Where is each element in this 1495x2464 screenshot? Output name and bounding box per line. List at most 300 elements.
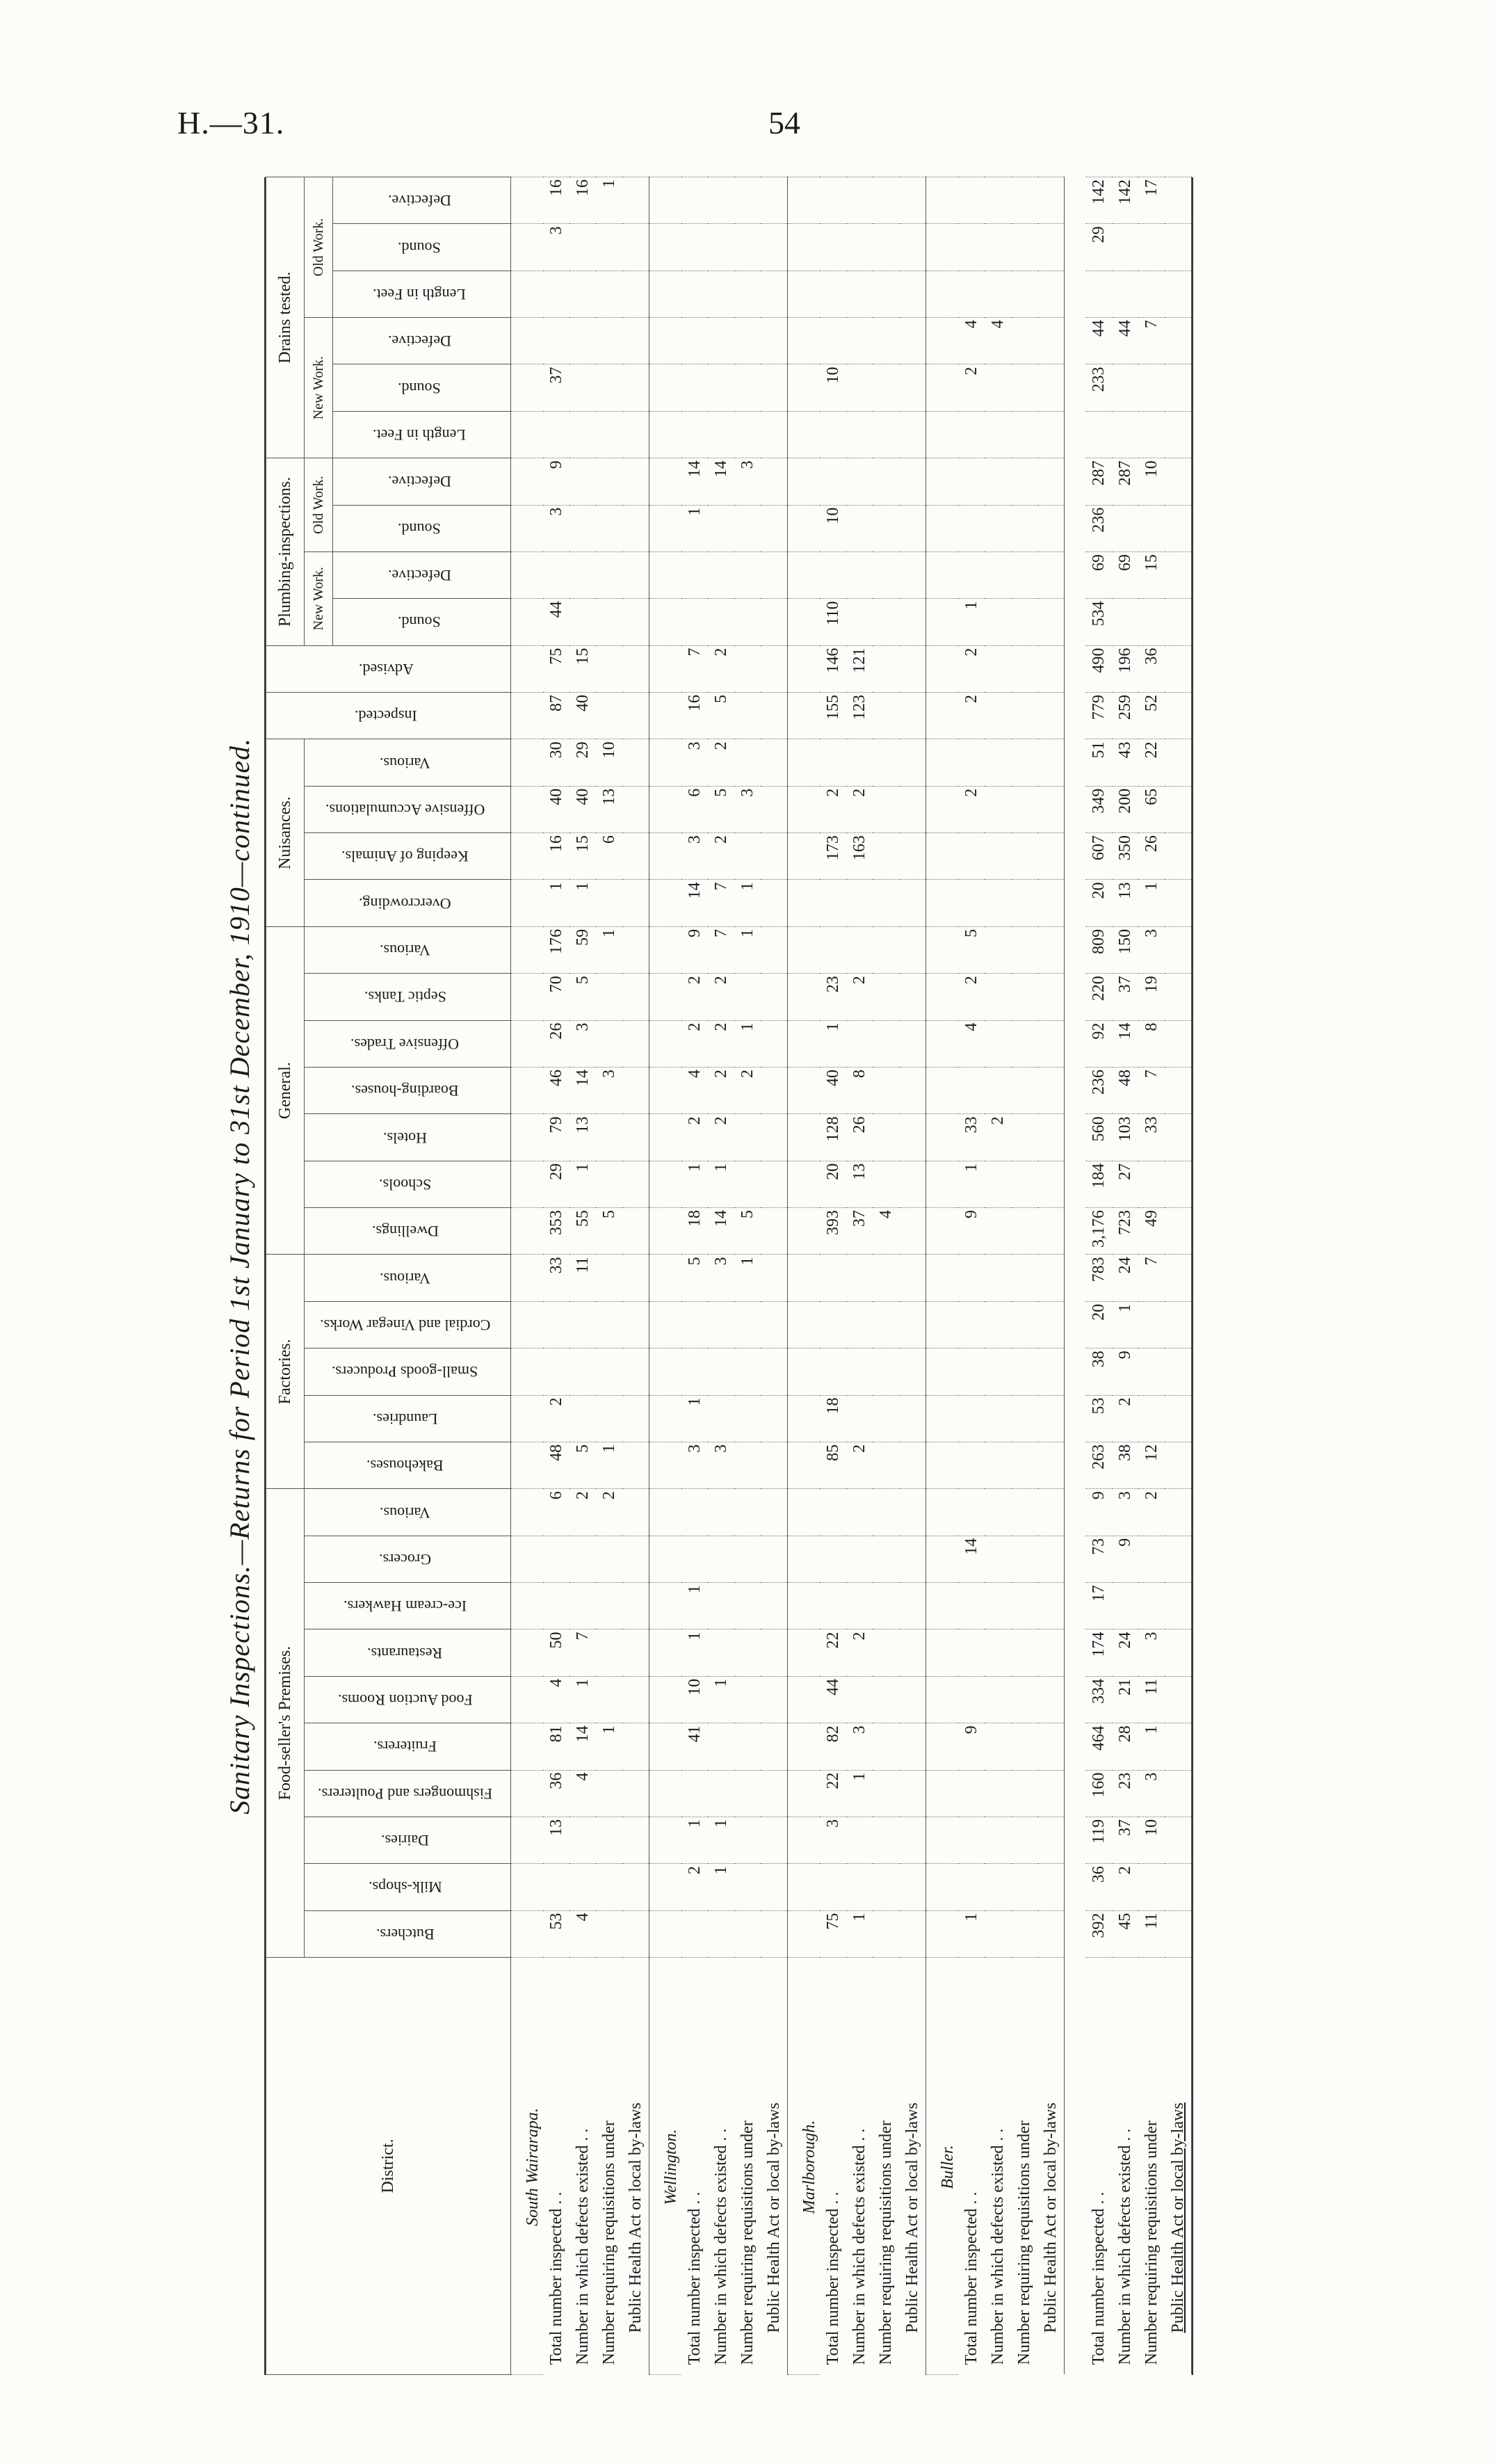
table-cell — [1011, 926, 1037, 973]
table-cell: 2 — [1138, 1489, 1165, 1536]
table-cell — [873, 833, 899, 880]
table-cell — [1011, 551, 1037, 598]
table-cell — [1011, 1395, 1037, 1442]
table-cell: 10 — [596, 739, 622, 786]
table-cell — [873, 739, 899, 786]
table-cell — [788, 1255, 821, 1301]
table-cell — [596, 1114, 622, 1161]
sanitary-inspections-table — [266, 177, 1192, 2375]
table-cell: 2 — [958, 693, 985, 739]
table-cell: 44 — [543, 599, 569, 645]
table-cell — [708, 1489, 734, 1536]
table-cell: 4 — [958, 1020, 985, 1067]
table-cell — [1011, 1536, 1037, 1582]
table-cell — [622, 1395, 649, 1442]
table-cell — [846, 1255, 873, 1301]
table-cell — [873, 177, 899, 224]
table-cell — [543, 1301, 569, 1348]
table-cell — [596, 1348, 622, 1395]
table-cell — [761, 1864, 788, 1910]
table-cell — [1138, 1583, 1165, 1629]
table-cell — [734, 1301, 761, 1348]
table-cell: 5 — [708, 786, 734, 832]
table-cell — [649, 364, 682, 411]
table-cell: 2 — [708, 1067, 734, 1113]
table-cell — [681, 1536, 708, 1582]
table-cell — [899, 1348, 926, 1395]
table-cell — [1011, 1442, 1037, 1488]
table-row — [543, 177, 569, 2375]
table-cell — [761, 1301, 788, 1348]
table-cell — [649, 693, 682, 739]
table-cell — [734, 551, 761, 598]
table-cell — [734, 505, 761, 551]
table-cell: 3 — [708, 1442, 734, 1488]
district-name: Buller. — [926, 1958, 959, 2375]
table-cell: 2 — [543, 1395, 569, 1442]
table-cell — [622, 1817, 649, 1863]
table-cell — [649, 1629, 682, 1676]
table-cell — [985, 364, 1011, 411]
table-cell: 1 — [708, 1161, 734, 1207]
table-cell — [873, 505, 899, 551]
table-cell — [846, 1301, 873, 1348]
table-cell — [873, 458, 899, 505]
table-cell — [596, 224, 622, 271]
table-cell — [899, 224, 926, 271]
table-cell — [788, 271, 821, 317]
table-cell — [846, 1348, 873, 1395]
table-cell — [1138, 411, 1165, 458]
table-cell: 26 — [1138, 833, 1165, 880]
table-cell: 9 — [1112, 1536, 1138, 1582]
table-row — [569, 177, 596, 2375]
table-cell — [681, 224, 708, 271]
table-cell — [899, 1067, 926, 1113]
table-cell — [926, 411, 959, 458]
table-cell: 3 — [543, 505, 569, 551]
table-cell — [511, 551, 544, 598]
col-drains-old-defective: Defective. — [333, 177, 511, 224]
table-cell — [899, 1864, 926, 1910]
table-cell: 3 — [596, 1067, 622, 1113]
table-cell — [985, 551, 1011, 598]
table-cell — [681, 1489, 708, 1536]
table-cell — [1138, 271, 1165, 317]
table-cell — [1037, 1208, 1065, 1255]
table-cell — [1165, 833, 1192, 880]
table-row — [1085, 177, 1112, 2375]
table-cell — [1165, 318, 1192, 364]
table-cell: 1 — [1138, 880, 1165, 926]
table-cell — [596, 411, 622, 458]
col-inspected: Inspected. — [266, 693, 511, 739]
table-cell — [708, 224, 734, 271]
table-cell — [1165, 458, 1192, 505]
table-cell — [569, 271, 596, 317]
table-cell — [820, 739, 846, 786]
table-cell — [788, 1301, 821, 1348]
table-cell — [1011, 1629, 1037, 1676]
table-cell — [820, 1301, 846, 1348]
table-cell: 1 — [596, 1442, 622, 1488]
table-cell — [622, 1114, 649, 1161]
table-cell: 85 — [820, 1442, 846, 1488]
table-cell — [958, 1442, 985, 1488]
table-cell: 184 — [1085, 1161, 1112, 1207]
table-cell — [1037, 974, 1065, 1020]
table-cell — [622, 224, 649, 271]
table-cell — [873, 1910, 899, 1957]
row-label: Number requiring requisitions under — [1011, 1958, 1037, 2375]
table-cell — [899, 318, 926, 364]
nuisances-header: Nuisances. — [266, 739, 305, 926]
table-cell: 490 — [1085, 645, 1112, 692]
spacer-row — [1065, 177, 1086, 2375]
table-cell: 1 — [596, 1723, 622, 1770]
table-cell — [761, 645, 788, 692]
table-cell: 36 — [543, 1770, 569, 1817]
table-cell — [1011, 1489, 1037, 1536]
table-cell — [873, 1348, 899, 1395]
table-cell — [734, 974, 761, 1020]
table-cell: 6 — [543, 1489, 569, 1536]
table-cell — [985, 1067, 1011, 1113]
table-cell — [958, 224, 985, 271]
col-general-various: Various. — [305, 926, 511, 973]
district-header: District. — [266, 1958, 511, 2375]
table-cell — [708, 505, 734, 551]
table-cell — [788, 1020, 821, 1067]
table-cell: 4 — [985, 318, 1011, 364]
col-drains-new-defective: Defective. — [333, 318, 511, 364]
table-cell: 3 — [1112, 1489, 1138, 1536]
table-cell: 16 — [569, 177, 596, 224]
table-cell — [649, 1583, 682, 1629]
row-label: Total number inspected . . — [1085, 1958, 1112, 2375]
table-cell — [511, 1114, 544, 1161]
table-cell — [734, 224, 761, 271]
table-cell — [511, 1208, 544, 1255]
table-cell — [761, 1536, 788, 1582]
col-grocers: Grocers. — [305, 1536, 511, 1582]
table-cell — [708, 599, 734, 645]
col-nuisances-various: Various. — [305, 739, 511, 786]
table-cell — [985, 1536, 1011, 1582]
table-cell: 10 — [820, 505, 846, 551]
col-ice-cream: Ice-cream Hawkers. — [305, 1583, 511, 1629]
table-cell — [649, 599, 682, 645]
table-cell — [1037, 364, 1065, 411]
table-cell: 233 — [1085, 364, 1112, 411]
table-cell: 1 — [681, 1161, 708, 1207]
table-cell — [1112, 599, 1138, 645]
table-cell — [681, 1770, 708, 1817]
table-cell: 17 — [1085, 1583, 1112, 1629]
table-cell — [788, 1583, 821, 1629]
table-cell: 2 — [958, 645, 985, 692]
table-cell — [1011, 1067, 1037, 1113]
table-cell — [1037, 1910, 1065, 1957]
col-laundries: Laundries. — [305, 1395, 511, 1442]
table-cell — [1011, 833, 1037, 880]
table-cell — [958, 1864, 985, 1910]
table-cell: 2 — [708, 833, 734, 880]
table-cell — [708, 1536, 734, 1582]
table-cell — [873, 926, 899, 973]
table-cell — [511, 271, 544, 317]
table-cell — [899, 1583, 926, 1629]
table-cell — [761, 1067, 788, 1113]
table-cell — [899, 1208, 926, 1255]
table-cell — [761, 1583, 788, 1629]
table-cell — [788, 645, 821, 692]
col-food-various: Various. — [305, 1489, 511, 1536]
table-cell: 14 — [708, 458, 734, 505]
table-cell — [985, 1301, 1011, 1348]
table-cell: 51 — [1085, 739, 1112, 786]
table-cell — [873, 1864, 899, 1910]
table-cell — [734, 693, 761, 739]
table-cell: 350 — [1112, 833, 1138, 880]
table-cell — [681, 1301, 708, 1348]
table-cell — [511, 1348, 544, 1395]
table-cell: 19 — [1138, 974, 1165, 1020]
table-cell — [622, 1020, 649, 1067]
table-cell: 92 — [1085, 1020, 1112, 1067]
row-label: Public Health Act or local by-laws — [1037, 1958, 1065, 2375]
table-cell — [734, 1161, 761, 1207]
table-cell — [761, 1770, 788, 1817]
table-row — [1037, 177, 1065, 2375]
table-cell — [1165, 1817, 1192, 1863]
table-cell — [543, 271, 569, 317]
table-cell — [926, 1817, 959, 1863]
table-cell: 4 — [569, 1910, 596, 1957]
table-cell: 3 — [1138, 926, 1165, 973]
table-cell: 50 — [543, 1629, 569, 1676]
col-boarding-houses: Boarding-houses. — [305, 1067, 511, 1113]
table-cell — [788, 318, 821, 364]
table-cell — [958, 411, 985, 458]
table-cell — [958, 1817, 985, 1863]
table-cell — [873, 1770, 899, 1817]
table-cell: 2 — [681, 1864, 708, 1910]
table-cell — [1011, 645, 1037, 692]
table-cell: 9 — [958, 1723, 985, 1770]
table-cell: 1 — [734, 880, 761, 926]
table-cell — [649, 974, 682, 1020]
table-cell: 2 — [846, 974, 873, 1020]
table-cell: 75 — [820, 1910, 846, 1957]
table-cell: 103 — [1112, 1114, 1138, 1161]
table-cell — [820, 271, 846, 317]
table-cell — [958, 1348, 985, 1395]
table-cell — [926, 1067, 959, 1113]
table-cell — [511, 599, 544, 645]
col-plumbing-old-defective: Defective. — [333, 458, 511, 505]
drains-header: Drains tested. — [266, 177, 305, 458]
table-cell: 7 — [1138, 1067, 1165, 1113]
table-cell — [1165, 693, 1192, 739]
table-cell — [1037, 224, 1065, 271]
col-fishmongers: Fishmongers and Poulterers. — [305, 1770, 511, 1817]
table-cell — [846, 1583, 873, 1629]
table-cell — [734, 1442, 761, 1488]
table-cell — [1138, 1864, 1165, 1910]
col-overcrowding: Overcrowding. — [305, 880, 511, 926]
table-cell — [1037, 1676, 1065, 1723]
table-cell — [1011, 880, 1037, 926]
table-cell — [596, 1161, 622, 1207]
table-cell: 2 — [846, 786, 873, 832]
row-label: Total number inspected . . — [543, 1958, 569, 2375]
table-cell — [569, 551, 596, 598]
table-cell: 16 — [543, 833, 569, 880]
table-cell: 1 — [596, 177, 622, 224]
table-cell: 1 — [708, 1676, 734, 1723]
table-cell: 1 — [543, 880, 569, 926]
table-cell — [899, 1161, 926, 1207]
table-cell: 3 — [734, 458, 761, 505]
table-cell — [622, 1583, 649, 1629]
table-cell: 10 — [681, 1676, 708, 1723]
table-cell — [1011, 1208, 1037, 1255]
table-cell — [649, 177, 682, 224]
table-cell — [899, 1114, 926, 1161]
table-cell — [1112, 364, 1138, 411]
table-cell — [958, 1676, 985, 1723]
table-cell — [596, 1583, 622, 1629]
table-cell — [985, 224, 1011, 271]
table-cell — [596, 1255, 622, 1301]
table-cell — [543, 1583, 569, 1629]
table-cell — [846, 1020, 873, 1067]
table-cell: 334 — [1085, 1676, 1112, 1723]
table-cell — [899, 1442, 926, 1488]
table-cell — [569, 224, 596, 271]
table-cell — [708, 271, 734, 317]
table-cell — [761, 693, 788, 739]
table-cell: 1 — [734, 1255, 761, 1301]
table-cell: 44 — [1085, 318, 1112, 364]
table-cell — [761, 1723, 788, 1770]
table-cell — [846, 177, 873, 224]
table-cell — [1037, 1301, 1065, 1348]
table-cell — [899, 599, 926, 645]
table-cell — [899, 551, 926, 598]
table-cell — [899, 1676, 926, 1723]
table-cell — [761, 1348, 788, 1395]
table-cell — [873, 1442, 899, 1488]
table-cell — [846, 739, 873, 786]
table-cell: 220 — [1085, 974, 1112, 1020]
general-header: General. — [266, 926, 305, 1255]
table-cell — [1165, 1020, 1192, 1067]
table-cell — [1011, 177, 1037, 224]
table-cell: 2 — [569, 1489, 596, 1536]
table-cell: 2 — [708, 739, 734, 786]
table-cell — [788, 1114, 821, 1161]
table-cell — [985, 1020, 1011, 1067]
table-cell: 3 — [734, 786, 761, 832]
table-cell — [761, 926, 788, 973]
table-cell — [569, 505, 596, 551]
table-cell — [873, 1536, 899, 1582]
table-cell: 353 — [543, 1208, 569, 1255]
table-cell — [1138, 1301, 1165, 1348]
table-cell — [926, 1910, 959, 1957]
table-cell: 2 — [958, 364, 985, 411]
table-cell — [734, 1676, 761, 1723]
table-cell: 123 — [846, 693, 873, 739]
table-cell: 52 — [1138, 693, 1165, 739]
table-cell — [788, 1629, 821, 1676]
table-cell — [788, 1864, 821, 1910]
table-cell — [761, 739, 788, 786]
table-cell — [622, 1161, 649, 1207]
district-name: Wellington. — [649, 1958, 682, 2375]
table-cell — [734, 1536, 761, 1582]
table-cell — [788, 1442, 821, 1488]
row-label: Total number inspected . . — [681, 1958, 708, 2375]
table-cell — [788, 1348, 821, 1395]
table-cell — [1037, 551, 1065, 598]
table-cell — [788, 1161, 821, 1207]
table-cell: 155 — [820, 693, 846, 739]
table-cell: 2 — [708, 1020, 734, 1067]
table-cell — [1011, 1817, 1037, 1863]
table-cell — [958, 1583, 985, 1629]
table-cell — [1165, 1067, 1192, 1113]
table-cell — [569, 1583, 596, 1629]
table-cell: 14 — [1112, 1020, 1138, 1067]
table-cell — [820, 1536, 846, 1582]
table-cell: 1 — [681, 1817, 708, 1863]
table-cell — [926, 1301, 959, 1348]
table-row — [846, 177, 873, 2375]
table-cell — [788, 411, 821, 458]
table-cell — [761, 1817, 788, 1863]
table-cell: 5 — [708, 693, 734, 739]
table-cell — [985, 1817, 1011, 1863]
table-cell: 5 — [569, 1442, 596, 1488]
table-row — [1138, 177, 1165, 2375]
table-cell — [985, 505, 1011, 551]
table-cell: 48 — [543, 1442, 569, 1488]
table-cell — [788, 833, 821, 880]
table-cell: 4 — [873, 1208, 899, 1255]
table-cell — [511, 880, 544, 926]
table-cell: 24 — [1112, 1629, 1138, 1676]
table-cell: 15 — [569, 833, 596, 880]
table-cell — [596, 645, 622, 692]
table-cell — [681, 271, 708, 317]
col-advised: Advised. — [266, 645, 511, 692]
table-cell — [622, 880, 649, 926]
table-cell — [622, 551, 649, 598]
table-cell — [1138, 1348, 1165, 1395]
table-cell — [846, 1536, 873, 1582]
table-cell — [926, 739, 959, 786]
table-cell: 22 — [820, 1629, 846, 1676]
table-cell — [596, 1770, 622, 1817]
table-cell: 40 — [569, 786, 596, 832]
table-cell — [761, 1114, 788, 1161]
table-cell — [788, 1723, 821, 1770]
table-cell: 3 — [846, 1723, 873, 1770]
table-cell: 1 — [708, 1864, 734, 1910]
